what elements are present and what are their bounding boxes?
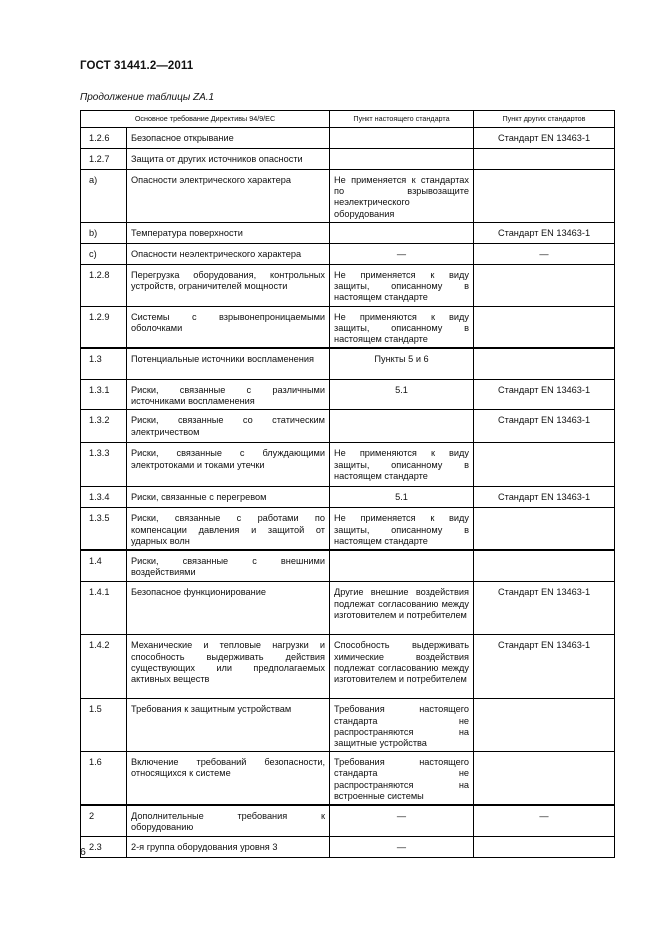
directive-requirement: Опасности электрического характера — [127, 170, 330, 223]
table-row — [81, 550, 615, 582]
table-row — [81, 699, 615, 752]
clause-number: 1.2.9 — [81, 306, 127, 348]
other-standard-clause: Стандарт EN 13463-1 — [474, 487, 615, 508]
table-row — [81, 348, 615, 379]
clause-number: 1.4.2 — [81, 635, 127, 699]
this-standard-clause: Не применяются к виду защиты, описанному в настоящем стандарте — [330, 306, 474, 348]
clause-number: 1.4 — [81, 550, 127, 582]
table-row — [81, 243, 615, 264]
this-standard-clause: — — [330, 243, 474, 264]
directive-requirement: Риски, связанные со статическим электричеством — [127, 410, 330, 443]
directive-requirement: Безопасное открывание — [127, 128, 330, 149]
page-number: 6 — [80, 846, 86, 858]
this-standard-clause: Не применяется к виду защиты, описанному в настоящем стандарте — [330, 264, 474, 306]
clause-number: a) — [81, 170, 127, 223]
directive-requirement: Перегрузка оборудования, контрольных устройств, ограничителей мощности — [127, 264, 330, 306]
other-standard-clause: Стандарт EN 13463-1 — [474, 582, 615, 635]
directive-requirement: Риски, связанные с различными источниками воспламенения — [127, 379, 330, 409]
this-standard-clause: Требования настоящего стандарта не распространяются на защитные устройства — [330, 699, 474, 752]
other-standard-clause — [474, 550, 615, 582]
directive-correspondence-table — [80, 110, 615, 858]
directive-requirement: Защита от других источников опасности — [127, 149, 330, 170]
other-standard-clause: Стандарт EN 13463-1 — [474, 222, 615, 243]
this-standard-clause — [330, 149, 474, 170]
this-standard-clause — [330, 222, 474, 243]
column-header-other-standards: Пункт других стандартов — [474, 111, 615, 128]
table-row — [81, 128, 615, 149]
this-standard-clause: — — [330, 805, 474, 836]
directive-requirement: 2-я группа оборудования уровня 3 — [127, 836, 330, 857]
this-standard-clause: Другие внешние воздействия подлежат согласованию между изготовителем и потребителем — [330, 582, 474, 635]
document-title: ГОСТ 31441.2—2011 — [80, 60, 194, 72]
clause-number: 1.3.2 — [81, 410, 127, 443]
clause-number: 2 — [81, 805, 127, 836]
table-row — [81, 170, 615, 223]
other-standard-clause — [474, 699, 615, 752]
clause-number: 1.3 — [81, 348, 127, 379]
other-standard-clause: Стандарт EN 13463-1 — [474, 410, 615, 443]
this-standard-clause — [330, 550, 474, 582]
this-standard-clause — [330, 410, 474, 443]
other-standard-clause — [474, 149, 615, 170]
this-standard-clause: Не применяется к виду защиты, описанному в настоящем стандарте — [330, 508, 474, 550]
this-standard-clause: Пункты 5 и 6 — [330, 348, 474, 379]
clause-number: 1.4.1 — [81, 582, 127, 635]
clause-number: 1.3.4 — [81, 487, 127, 508]
clause-number: 1.6 — [81, 752, 127, 805]
column-header-directive: Основное требование Директивы 94/9/ЕС — [81, 111, 330, 128]
clause-number: 1.3.1 — [81, 379, 127, 409]
clause-number: 1.2.8 — [81, 264, 127, 306]
other-standard-clause — [474, 836, 615, 857]
directive-requirement: Системы с взрывонепроницаемыми оболочками — [127, 306, 330, 348]
directive-requirement: Риски, связанные с блуждающими электротоками и токами утечки — [127, 443, 330, 487]
other-standard-clause — [474, 508, 615, 550]
table-caption: Продолжение таблицы ZA.1 — [80, 92, 215, 103]
this-standard-clause — [330, 128, 474, 149]
directive-requirement: Дополнительные требования к оборудованию — [127, 805, 330, 836]
table-row — [81, 635, 615, 699]
this-standard-clause: — — [330, 836, 474, 857]
table-row — [81, 264, 615, 306]
table-row — [81, 487, 615, 508]
directive-requirement: Включение требований безопасности, относящихся к системе — [127, 752, 330, 805]
directive-requirement: Требования к защитным устройствам — [127, 699, 330, 752]
other-standard-clause: Стандарт EN 13463-1 — [474, 128, 615, 149]
table-row — [81, 752, 615, 805]
table-row — [81, 582, 615, 635]
other-standard-clause — [474, 264, 615, 306]
clause-number: b) — [81, 222, 127, 243]
directive-requirement: Риски, связанные с работами по компенсации давления и защитой от ударных волн — [127, 508, 330, 550]
table-header-row — [81, 111, 615, 128]
directive-requirement: Механические и тепловые нагрузки и способность выдерживать действия существующих или предполагаемых активных веществ — [127, 635, 330, 699]
this-standard-clause: 5.1 — [330, 487, 474, 508]
table-row — [81, 443, 615, 487]
table-row — [81, 805, 615, 836]
table-row — [81, 508, 615, 550]
clause-number: 1.3.5 — [81, 508, 127, 550]
clause-number: 1.3.3 — [81, 443, 127, 487]
other-standard-clause: Стандарт EN 13463-1 — [474, 635, 615, 699]
this-standard-clause: Требования настоящего стандарта не распространяются на встроенные системы — [330, 752, 474, 805]
other-standard-clause — [474, 752, 615, 805]
other-standard-clause: — — [474, 805, 615, 836]
clause-number: 1.2.6 — [81, 128, 127, 149]
clause-number: 2.3 — [81, 836, 127, 857]
table-row — [81, 222, 615, 243]
other-standard-clause: Стандарт EN 13463-1 — [474, 379, 615, 409]
this-standard-clause: Не применяется к стандартах по взрывозащите неэлектрического оборудования — [330, 170, 474, 223]
table-row — [81, 149, 615, 170]
directive-requirement: Риски, связанные с перегревом — [127, 487, 330, 508]
other-standard-clause: — — [474, 243, 615, 264]
directive-requirement: Опасности неэлектрического характера — [127, 243, 330, 264]
this-standard-clause: 5.1 — [330, 379, 474, 409]
clause-number: 1.2.7 — [81, 149, 127, 170]
clause-number: 1.5 — [81, 699, 127, 752]
table-row — [81, 836, 615, 857]
other-standard-clause — [474, 170, 615, 223]
directive-requirement: Температура поверхности — [127, 222, 330, 243]
other-standard-clause — [474, 306, 615, 348]
other-standard-clause — [474, 348, 615, 379]
table-row — [81, 379, 615, 409]
other-standard-clause — [474, 443, 615, 487]
directive-requirement: Потенциальные источники воспламенения — [127, 348, 330, 379]
directive-requirement: Риски, связанные с внешними воздействиями — [127, 550, 330, 582]
this-standard-clause: Не применяются к виду защиты, описанному в настоящем стандарте — [330, 443, 474, 487]
this-standard-clause: Способность выдерживать химические воздействия подлежат согласованию между изготовителем и потребителем — [330, 635, 474, 699]
table-row — [81, 410, 615, 443]
table-row — [81, 306, 615, 348]
clause-number: c) — [81, 243, 127, 264]
table-body — [81, 128, 615, 858]
directive-requirement: Безопасное функционирование — [127, 582, 330, 635]
column-header-this-standard: Пункт настоящего стандарта — [330, 111, 474, 128]
